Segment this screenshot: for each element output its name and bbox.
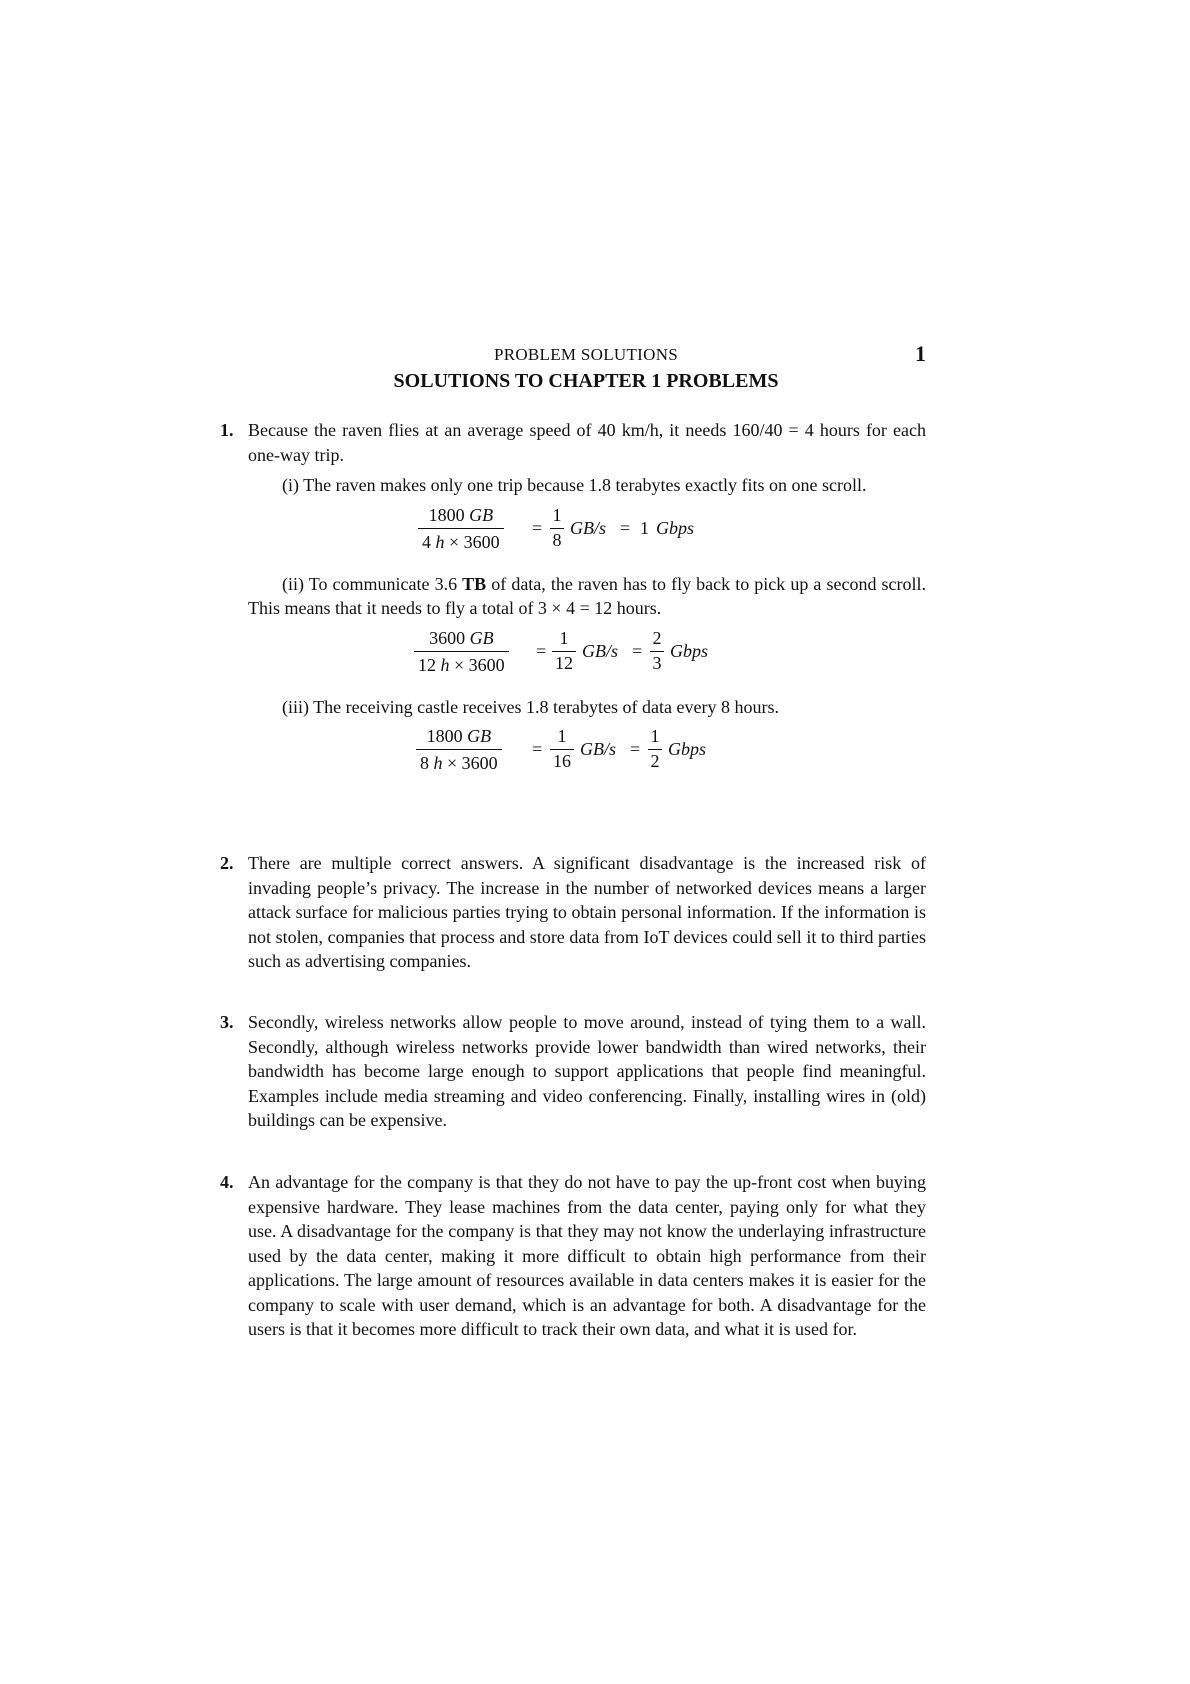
problem-number: 4. xyxy=(220,1172,234,1192)
running-head xyxy=(246,341,926,369)
problem-2-text: There are multiple correct answers. A significant disadvantage is the increased risk of invading people’s privacy. The increase in the number of networked devices means a larger attack surface for malicious parties trying to obtain personal information. If the information is not stolen, companies that process and store data from IoT devices could sell it to third parties such as advertising companies. xyxy=(248,853,926,971)
eq3-small-fraction-2: 1 2 xyxy=(648,723,662,772)
problem-1-part-iii: (iii) The receiving castle receives 1.8 terabytes of data every 8 hours. xyxy=(282,696,779,717)
problem-4 xyxy=(220,1170,926,1342)
problem-1 xyxy=(220,418,926,791)
eq2-small-fraction-2: 2 3 xyxy=(650,625,664,674)
problem-1-part-i: (i) The raven makes only one trip because 1.8 terabytes exactly fits on one scroll. xyxy=(282,475,867,495)
problem-4-text: An advantage for the company is that they do not have to pay the up-front cost when buying expensive hardware. They lease machines from the data center, paying only for what they use. A disadvantage for the company is that they may not know the underlaying infrastructure used by the data center, making it more difficult to obtain high performance from their applications. The large amount of resources available in data centers makes it is easier for the company to scale with user demand, which is an advantage for both. A disadvantage for the users is that it becomes more difficult to track their own data, and what it is used for. xyxy=(248,1172,926,1339)
problem-2 xyxy=(220,851,926,974)
page-number: 1 xyxy=(915,341,926,366)
eq3-small-fraction-1: 1 16 xyxy=(550,723,574,772)
eq3-main-fraction: $\frac{1800 GB}{8 h \times 3600}$ xyxy=(416,723,502,776)
running-title: PROBLEM SOLUTIONS xyxy=(493,345,679,364)
problem-number: 2. xyxy=(220,853,234,873)
chapter-title: SOLUTIONS TO CHAPTER 1 PROBLEMS xyxy=(393,370,779,392)
problem-number: 1. xyxy=(220,420,234,440)
problem-1-intro: Because the raven flies at an average speed of 40 km/h, it needs 160/40 = 4 hours for each one-way trip. xyxy=(248,420,926,465)
eq2-main-fraction: $\frac{3600 GB}{12 h \times 3600}$ xyxy=(414,625,509,678)
problem-3-text: Secondly, wireless networks allow people to move around, instead of tying them to a wall. Secondly, although wireless networks provide lower bandwidth than wired networks, their bandwidth has become large enough to support applications that people find meaningful. Examples include media streaming and video conferencing. Finally, installing wires in (old) buildings can be expensive. xyxy=(248,1012,926,1130)
problem-number: 3. xyxy=(220,1012,234,1032)
equation-2: $\frac{3600 GB}{12 h \times 3600}$ = 1 12 GB/s = 2 3 Gbps xyxy=(248,625,926,689)
problem-3 xyxy=(220,1010,926,1133)
problem-1-part-ii: (ii) To communicate 3.6 TB of data, the raven has to fly back to pick up a second scroll. This means that it needs to fly a total of 3 × 4 = 12 hours. xyxy=(248,573,927,618)
eq2-small-fraction-1: 1 12 xyxy=(552,625,576,674)
equation-3: $\frac{1800 GB}{8 h \times 3600}$ = 1 16 GB/s = 1 2 Gbps xyxy=(248,723,926,787)
eq1-main-fraction: $\frac{1800 GB}{4 h \times 3600}$ xyxy=(418,502,504,555)
equation-1: $\frac{1800 GB}{4 h \times 3600}$ = 1 8 GB/s = 1 Gbps xyxy=(248,502,926,566)
eq1-small-fraction: 1 8 xyxy=(550,502,564,551)
